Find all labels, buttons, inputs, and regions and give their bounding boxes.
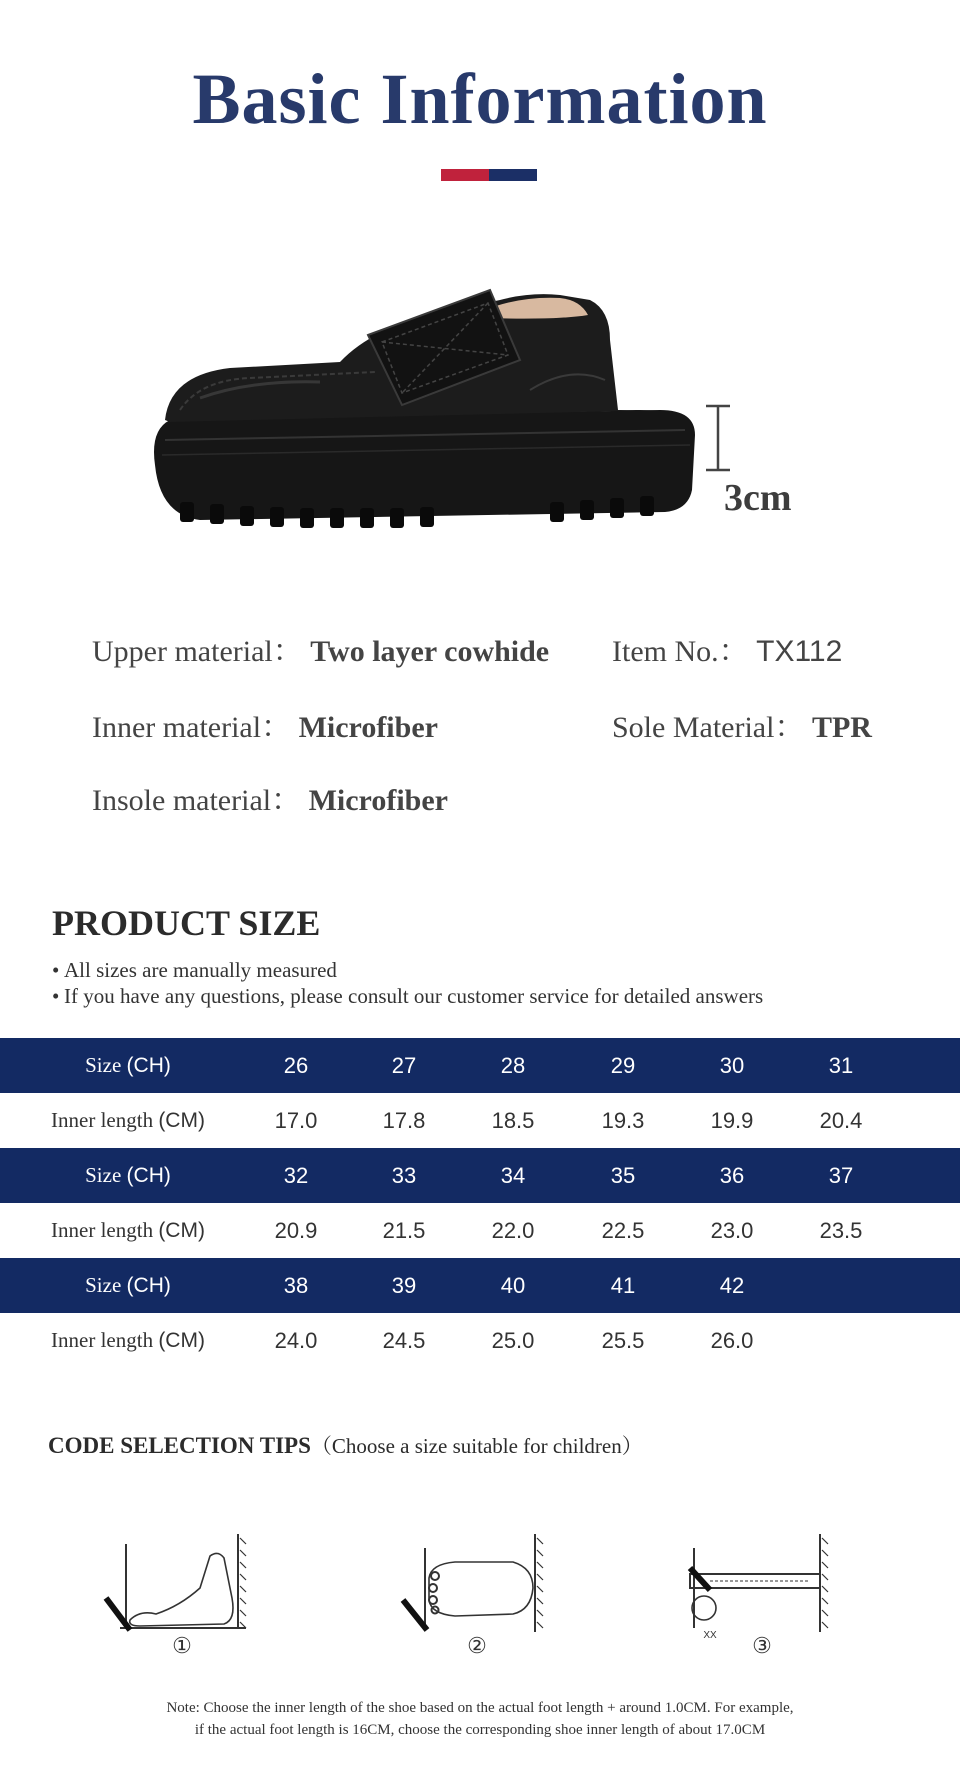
tips-title — [48, 1430, 643, 1460]
size-cell: 32 — [283, 1163, 309, 1188]
spec-label: Inner material： — [92, 711, 292, 744]
size-table — [0, 1038, 960, 1368]
size-unit: (CH) — [126, 1274, 171, 1297]
spec-value: TX112 — [756, 635, 843, 668]
size-row-label — [0, 1038, 256, 1093]
sole-height-label: 3cm — [724, 477, 792, 519]
size-row — [0, 1148, 960, 1203]
spec-label: Sole Material： — [612, 711, 805, 744]
size-cell: 26 — [283, 1053, 309, 1078]
spec-item-no — [612, 626, 842, 670]
size-label-text: Size — [85, 1053, 122, 1077]
spec-value: Microfiber — [308, 784, 448, 817]
length-unit: (CM) — [158, 1219, 205, 1242]
length-cell: 21.5 — [382, 1218, 426, 1243]
length-cell: 18.5 — [491, 1108, 535, 1133]
size-note — [52, 984, 763, 1009]
footnote-line: Note: Choose the inner length of the shoe based on the actual foot length + around 1.0CM. For example, — [166, 1700, 794, 1716]
product-size-title: PRODUCT SIZE — [52, 903, 321, 943]
length-unit: (CM) — [158, 1109, 205, 1132]
length-cell: 19.9 — [710, 1108, 754, 1133]
spec-upper-material — [92, 626, 549, 670]
size-row — [0, 1038, 960, 1093]
spec-insole-material — [92, 775, 448, 819]
spec-label: Item No.： — [612, 635, 749, 668]
length-row — [0, 1313, 960, 1368]
length-row-label — [0, 1093, 256, 1148]
spec-label: Upper material： — [92, 635, 303, 668]
length-row-label — [0, 1313, 256, 1368]
spec-label: Insole material： — [92, 784, 302, 817]
spec-sole-material — [612, 702, 872, 746]
length-cell: 24.0 — [274, 1328, 318, 1353]
shoe-image — [140, 270, 820, 570]
size-cell: 33 — [391, 1163, 417, 1188]
size-label-text: Size — [85, 1163, 122, 1187]
size-cell: 29 — [610, 1053, 636, 1078]
size-cell: 40 — [500, 1273, 526, 1298]
length-cell: 22.0 — [491, 1218, 535, 1243]
size-cell: 39 — [391, 1273, 417, 1298]
bullet-icon: • — [52, 984, 60, 1008]
length-row-label — [0, 1203, 256, 1258]
length-cell: 17.8 — [382, 1108, 426, 1133]
length-cell: 20.4 — [819, 1108, 863, 1133]
size-unit: (CH) — [126, 1164, 171, 1187]
length-cell: 19.3 — [601, 1108, 645, 1133]
tips-subtitle: （Choose a size suitable for children） — [310, 1434, 643, 1458]
length-label-text: Inner length — [51, 1108, 154, 1132]
spec-inner-material — [92, 702, 438, 746]
length-row — [0, 1093, 960, 1148]
mark-label: XX — [703, 1630, 717, 1641]
length-cell: 17.0 — [274, 1108, 318, 1133]
length-cell: 22.5 — [601, 1218, 645, 1243]
size-cell: 36 — [719, 1163, 745, 1188]
size-label-text: Size — [85, 1273, 122, 1297]
size-row — [0, 1258, 960, 1313]
step-number: ① — [172, 1633, 192, 1658]
length-cell: 25.0 — [491, 1328, 535, 1353]
length-label-text: Inner length — [51, 1218, 154, 1242]
step-number: ② — [467, 1633, 487, 1658]
title-underline-red — [441, 169, 489, 181]
tips-heading: CODE SELECTION TIPS — [48, 1433, 311, 1458]
size-cell: 27 — [391, 1053, 417, 1078]
spec-value: TPR — [811, 711, 872, 744]
spec-value: Microfiber — [298, 711, 438, 744]
size-row-label — [0, 1148, 256, 1203]
size-note — [52, 958, 337, 983]
size-cell: 35 — [610, 1163, 636, 1188]
size-row-label — [0, 1258, 256, 1313]
page-title: Basic Information — [192, 59, 768, 139]
size-note-text: All sizes are manually measured — [64, 958, 337, 982]
length-cell: 20.9 — [274, 1218, 318, 1243]
size-cell: 42 — [719, 1273, 745, 1298]
size-cell: 41 — [610, 1273, 636, 1298]
size-cell: 38 — [283, 1273, 309, 1298]
length-cell: 23.0 — [710, 1218, 754, 1243]
length-cell: 24.5 — [382, 1328, 426, 1353]
footnote-line: if the actual foot length is 16CM, choose the corresponding shoe inner length of about 17.0CM — [194, 1722, 766, 1738]
length-label-text: Inner length — [51, 1328, 154, 1352]
size-cell: 34 — [500, 1163, 526, 1188]
size-note-text: If you have any questions, please consult our customer service for detailed answers — [64, 984, 764, 1008]
size-unit: (CH) — [126, 1054, 171, 1077]
length-row — [0, 1203, 960, 1258]
length-cell: 25.5 — [601, 1328, 645, 1353]
length-unit: (CM) — [158, 1329, 205, 1352]
size-cell: 37 — [828, 1163, 854, 1188]
size-cell: 31 — [828, 1053, 854, 1078]
title-underline-blue — [489, 169, 537, 181]
step-number: ③ — [752, 1633, 772, 1658]
length-cell: 26.0 — [710, 1328, 754, 1353]
spec-value: Two layer cowhide — [310, 635, 550, 668]
length-cell: 23.5 — [819, 1218, 863, 1243]
size-cell: 30 — [719, 1053, 745, 1078]
bullet-icon: • — [52, 958, 60, 982]
size-cell: 28 — [500, 1053, 526, 1078]
